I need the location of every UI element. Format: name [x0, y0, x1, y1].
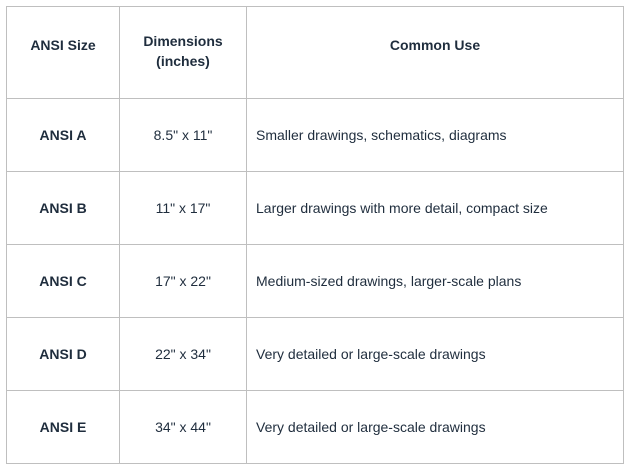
cell-common-use: Medium-sized drawings, larger-scale plans — [247, 245, 624, 318]
header-dimensions — [120, 7, 247, 99]
header-dimensions-line1: Dimensions — [143, 32, 223, 49]
cell-common-use: Smaller drawings, schematics, diagrams — [247, 99, 624, 172]
table-row — [7, 245, 624, 318]
cell-common-use: Very detailed or large-scale drawings — [247, 391, 624, 464]
cell-dimensions: 17" x 22" — [120, 245, 247, 318]
table-header-row — [7, 7, 624, 99]
cell-ansi-size: ANSI E — [7, 391, 120, 464]
header-common-use — [247, 7, 624, 99]
header-ansi-size-label: ANSI Size — [30, 36, 96, 53]
cell-dimensions: 8.5" x 11" — [120, 99, 247, 172]
cell-ansi-size: ANSI C — [7, 245, 120, 318]
cell-common-use: Larger drawings with more detail, compact size — [247, 172, 624, 245]
cell-dimensions: 34" x 44" — [120, 391, 247, 464]
table-row — [7, 99, 624, 172]
table-row — [7, 391, 624, 464]
header-dimensions-line2: (inches) — [156, 52, 210, 69]
table-row — [7, 318, 624, 391]
cell-ansi-size: ANSI B — [7, 172, 120, 245]
header-ansi-size — [7, 7, 120, 99]
cell-dimensions: 11" x 17" — [120, 172, 247, 245]
ansi-size-table — [6, 6, 624, 464]
ansi-size-table-container — [6, 6, 623, 455]
cell-ansi-size: ANSI D — [7, 318, 120, 391]
table-row — [7, 172, 624, 245]
cell-common-use: Very detailed or large-scale drawings — [247, 318, 624, 391]
cell-ansi-size: ANSI A — [7, 99, 120, 172]
header-common-use-label: Common Use — [389, 36, 481, 53]
cell-dimensions: 22" x 34" — [120, 318, 247, 391]
